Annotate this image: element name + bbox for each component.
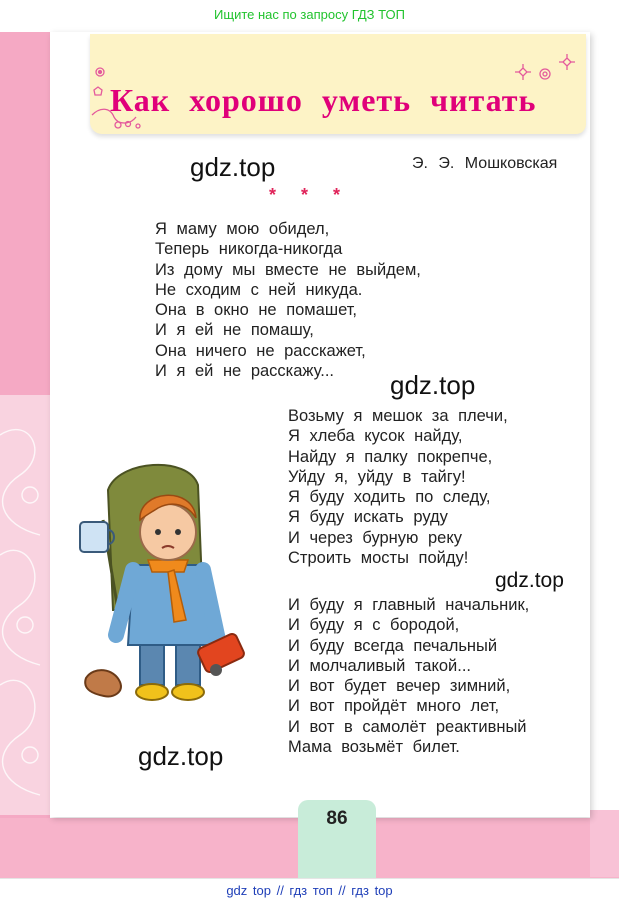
poem-stanza-1 [155, 219, 421, 381]
poem-line: И вот пройдёт много лет, [288, 697, 500, 716]
stanza-stars: * * * [268, 185, 351, 205]
poem-line: Строить мосты пойду! [288, 549, 469, 568]
poem-line: Я буду искать руду [288, 508, 448, 527]
poem-line: Она ничего не расскажет, [155, 341, 366, 360]
poem-line: Уйду я, уйду в тайгу! [288, 467, 466, 486]
watermark: gdz.top [390, 370, 476, 400]
poem-line: Я буду ходить по следу, [288, 488, 491, 507]
poem-stanza-3 [288, 595, 529, 757]
pink-corner [590, 810, 619, 877]
poem-line: И через бурную реку [288, 528, 463, 547]
watermark: gdz.top [190, 152, 276, 182]
poem-line: Не сходим с ней никуда. [155, 280, 363, 299]
poem-line: Из дому мы вместе не выйдем, [155, 260, 421, 279]
footer-links[interactable]: gdz top // гдз топ // гдз top [226, 883, 393, 898]
poem-line: Найду я палку покрепче, [288, 447, 493, 466]
poem-line: Я маму мою обидел, [155, 220, 330, 238]
page-title: Как хорошо уметь читать [110, 82, 537, 118]
pink-floral-pattern [0, 395, 52, 815]
watermark: gdz.top [495, 569, 564, 592]
page-number: 86 [326, 808, 348, 829]
poem-line: И вот будет вечер зимний, [288, 677, 511, 696]
poem-line: И буду всегда печальный [288, 636, 498, 655]
poem-line: И я ей не расскажу... [155, 362, 334, 381]
poem-stanza-2 [288, 406, 508, 568]
poem-line: И буду я с бородой, [288, 616, 460, 635]
poem-line: Возьму я мешок за плечи, [288, 407, 508, 425]
poem-line: Мама возьмёт билет. [288, 738, 460, 757]
poem-line: Она в окно не помашет, [155, 301, 358, 320]
poem-line: И буду я главный начальник, [288, 596, 530, 614]
top-search-link[interactable]: Ищите нас по запросу ГДЗ ТОП [214, 7, 405, 22]
author-name: Э. Э. Мошковская [412, 155, 558, 172]
boy-with-backpack-illustration [78, 460, 258, 720]
poem-line: И молчаливый такой... [288, 656, 472, 675]
poem-line: Я хлеба кусок найду, [288, 427, 463, 446]
poem-line: И вот в самолёт реактивный [288, 717, 527, 736]
watermark: gdz.top [138, 741, 224, 771]
poem-line: И я ей не помашу, [155, 321, 314, 340]
poem-line: Теперь никогда-никогда [155, 240, 343, 259]
